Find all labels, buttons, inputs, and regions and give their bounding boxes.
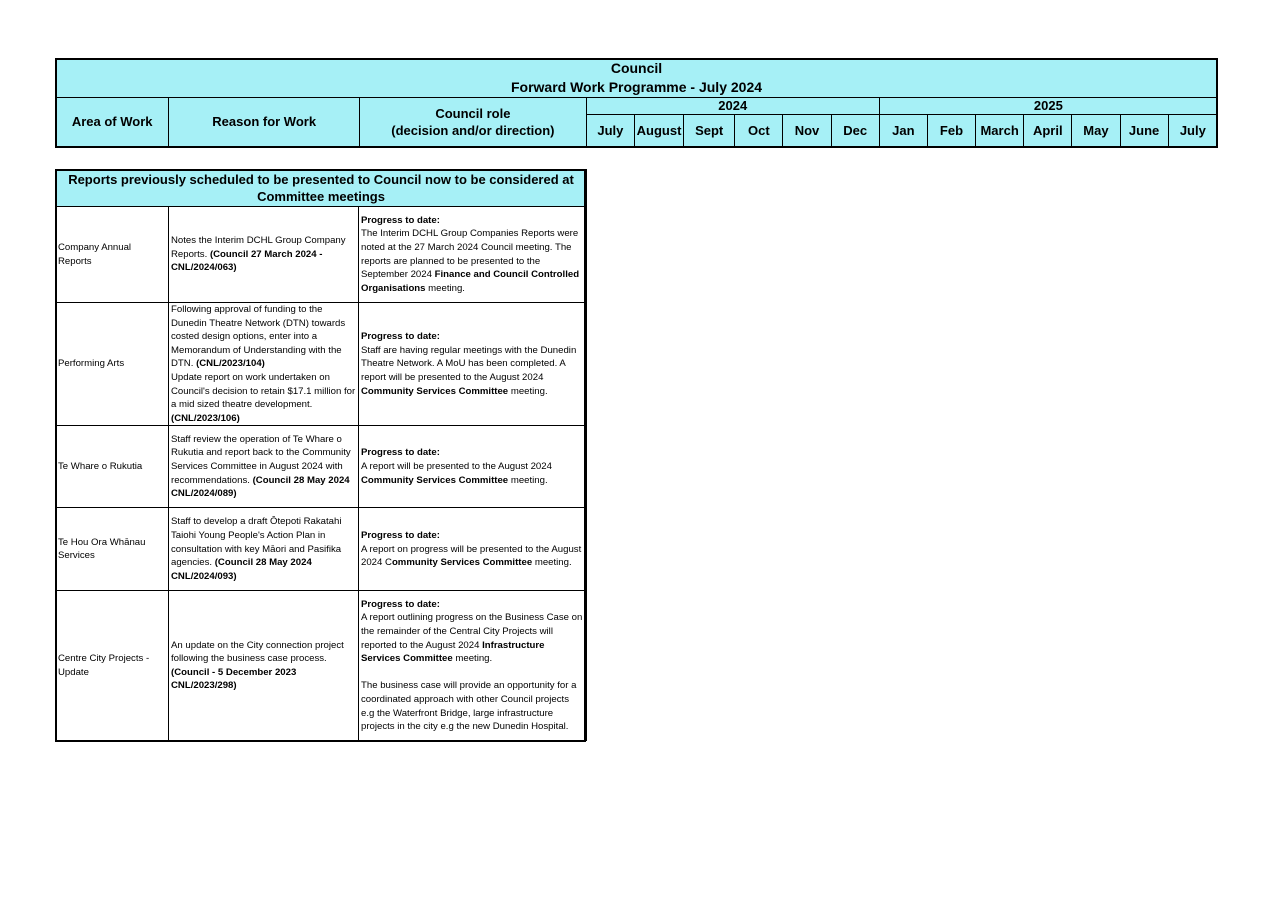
table-row bbox=[56, 508, 587, 591]
month-header: Nov bbox=[783, 115, 831, 147]
progress-label: Progress to date: bbox=[361, 447, 440, 459]
progress-tail: meeting. bbox=[532, 557, 572, 569]
table-row bbox=[56, 303, 587, 426]
progress-cell bbox=[359, 303, 587, 426]
area-cell: Performing Arts bbox=[56, 303, 169, 426]
progress-text: A report outlining progress on the Business Case on the remainder of the Central City Projects will reported to the August 2024 bbox=[361, 612, 583, 651]
progress-tail: meeting. bbox=[425, 282, 465, 294]
progress-tail: meeting. bbox=[452, 653, 493, 665]
reason-reference: (CNL/2023/104) bbox=[196, 358, 265, 370]
area-cell: Te Hou Ora Whānau Services bbox=[56, 508, 169, 591]
reason-text: An update on the City connection project following the business case process. bbox=[171, 639, 344, 665]
reason-cell bbox=[169, 303, 359, 426]
area-cell: Company Annual Reports bbox=[56, 207, 169, 303]
progress-text: The Interim DCHL Group Companies Reports were noted at the 27 March 2024 Council meeting. The reports are planned to be presented to the September 2024 bbox=[361, 228, 579, 281]
area-cell: Te Whare o Rukutia bbox=[56, 426, 169, 508]
progress-committee: ommunity Services Committee bbox=[391, 557, 533, 569]
reason-reference: (Council - 5 December 2023 CNL/2023/298) bbox=[171, 666, 297, 692]
progress-committee: Finance and Council Controlled Organisations bbox=[361, 269, 580, 294]
progress-tail: meeting. bbox=[508, 474, 548, 486]
table-row bbox=[56, 426, 587, 508]
reason-text: Staff review the operation of Te Whare o Rukutia and report back to the Community Services Committee in August 2024 with recommendations. bbox=[171, 433, 351, 486]
month-header: June bbox=[1120, 115, 1168, 147]
reason-reference: (Council 28 May 2024 CNL/2024/089) bbox=[171, 474, 350, 500]
progress-cell bbox=[359, 426, 587, 508]
progress-cell bbox=[359, 591, 587, 741]
reason-text: Staff to develop a draft Ōtepoti Rakatahi Taiohi Young People's Action Plan in consultation with key Māori and Pasifika agencies. bbox=[171, 516, 342, 569]
month-header: Feb bbox=[927, 115, 975, 147]
area-cell: Centre City Projects - Update bbox=[56, 591, 169, 741]
year-2024-header: 2024 bbox=[586, 98, 879, 115]
reason-reference: (Council 27 March 2024 - CNL/2024/063) bbox=[171, 248, 323, 274]
progress-label: Progress to date: bbox=[361, 214, 440, 226]
reason-reference: (Council 28 May 2024 CNL/2024/093) bbox=[171, 557, 312, 582]
progress-extra: The business case will provide an opportunity for a coordinated approach with other Council projects e.g the Waterfront Bridge, large infrastructure projects in the city e.g the new Dunedin Hospital. bbox=[361, 680, 577, 733]
reason-cell bbox=[169, 508, 359, 591]
reason-reference-2: (CNL/2023/106) bbox=[171, 412, 240, 424]
month-header: August bbox=[634, 115, 683, 147]
table-row bbox=[56, 591, 587, 741]
reason-text: Following approval of funding to the Dunedin Theatre Network (DTN) towards costed design options, enter into a Memorandum of Understanding with the DTN. bbox=[171, 304, 346, 370]
council-role-header bbox=[360, 98, 587, 147]
progress-text: A report on progress will be presented to the August 2024 C bbox=[361, 543, 582, 569]
month-header: July bbox=[1168, 115, 1217, 147]
progress-text: A report will be presented to the August 2024 bbox=[361, 461, 552, 473]
month-header: March bbox=[976, 115, 1024, 147]
progress-tail: meeting. bbox=[508, 385, 548, 397]
area-of-work-header: Area of Work bbox=[56, 98, 169, 147]
forward-work-programme-header bbox=[55, 58, 1218, 147]
reason-cell bbox=[169, 426, 359, 508]
month-header: July bbox=[586, 115, 634, 147]
progress-text: Staff are having regular meetings with the Dunedin Theatre Network. A MoU has been completed. A report will be presented to the August 2024 bbox=[361, 344, 577, 383]
council-role-line-2: (decision and/or direction) bbox=[391, 123, 555, 138]
progress-label: Progress to date: bbox=[361, 598, 440, 610]
progress-cell bbox=[359, 508, 587, 591]
reason-text: Notes the Interim DCHL Group Company Reports. bbox=[171, 235, 346, 260]
month-header: May bbox=[1072, 115, 1120, 147]
reason-cell bbox=[169, 207, 359, 303]
council-role-line-1: Council role bbox=[435, 106, 511, 121]
table-row bbox=[56, 207, 587, 303]
month-header: April bbox=[1024, 115, 1072, 147]
progress-committee: Community Services Committee bbox=[361, 474, 509, 486]
month-header: Sept bbox=[684, 115, 735, 147]
reason-for-work-header: Reason for Work bbox=[169, 98, 360, 147]
page-title bbox=[56, 59, 1218, 98]
title-line-2: Forward Work Programme - July 2024 bbox=[510, 79, 763, 95]
reports-section-title: Reports previously scheduled to be presented to Council now to be considered at Committee meetings bbox=[56, 170, 587, 207]
month-header: Jan bbox=[879, 115, 927, 147]
progress-committee: Community Services Committee bbox=[361, 385, 509, 397]
reports-table bbox=[55, 169, 587, 741]
title-line-1: Council bbox=[610, 60, 663, 76]
progress-label: Progress to date: bbox=[361, 529, 440, 541]
reason-cell bbox=[169, 591, 359, 741]
month-header: Oct bbox=[735, 115, 783, 147]
progress-label: Progress to date: bbox=[361, 331, 440, 343]
month-header: Dec bbox=[831, 115, 879, 147]
progress-cell bbox=[359, 207, 587, 303]
progress-committee: Infrastructure Services Committee bbox=[361, 639, 545, 665]
reason-text-2: Update report on work undertaken on Council's decision to retain $17.1 million for a mid sized theatre development. bbox=[171, 371, 356, 411]
year-2025-header: 2025 bbox=[879, 98, 1217, 115]
